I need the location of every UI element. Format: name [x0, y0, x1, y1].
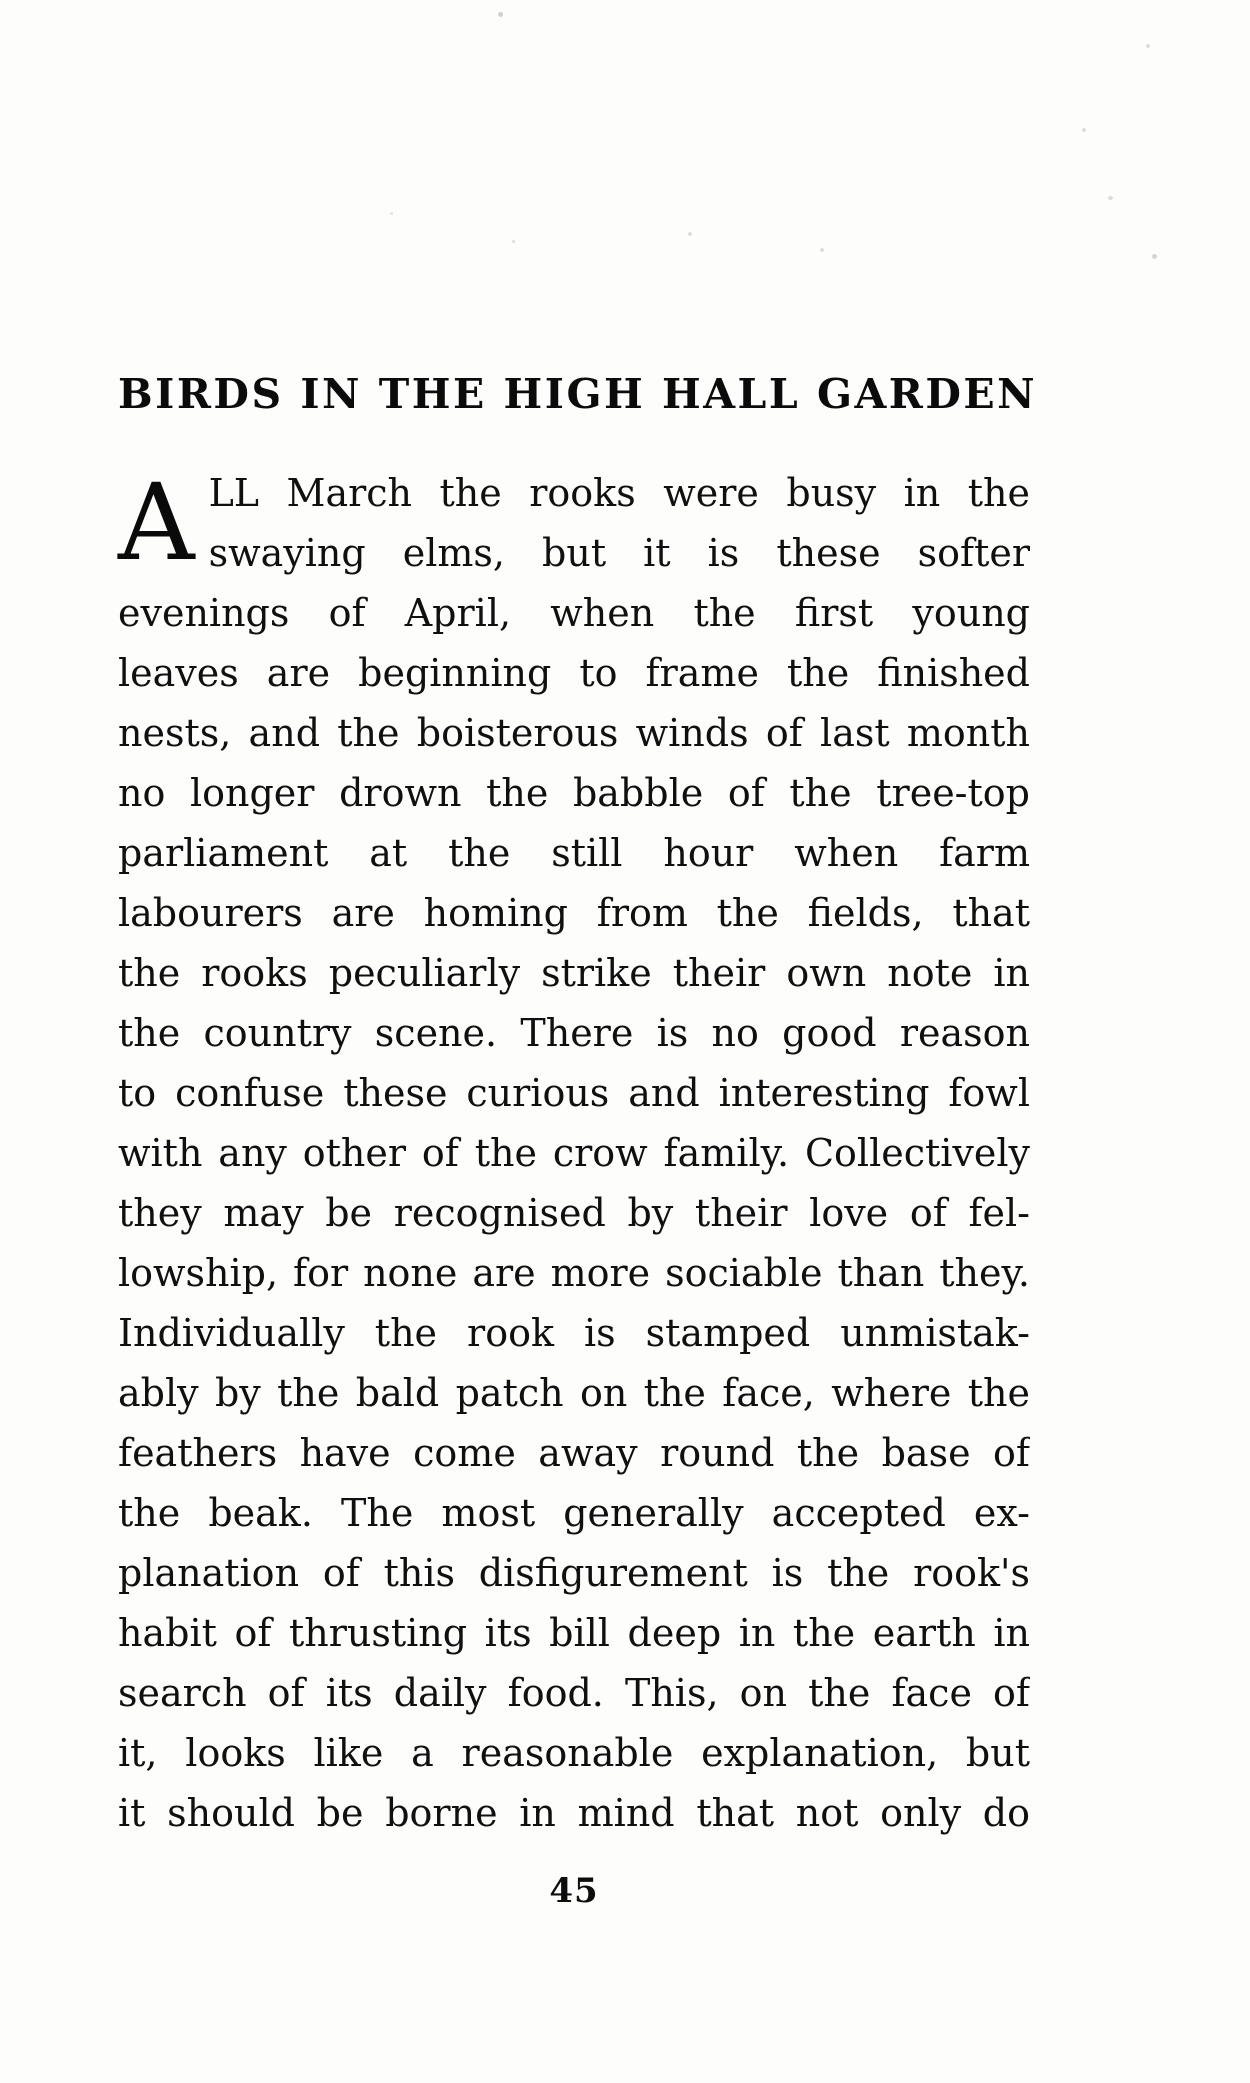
- text-column: [118, 370, 1038, 1912]
- text-line: swaying elms, but it is these softer: [208, 531, 1030, 576]
- text-line: nests, and the boisterous winds of last month: [118, 711, 1030, 756]
- chapter-heading: BIRDS IN THE HIGH HALL GARDEN: [118, 370, 1038, 418]
- scan-artifact: [512, 240, 515, 243]
- text-line: lowship, for none are more sociable than they.: [118, 1251, 1030, 1296]
- text-line: with any other of the crow family. Collectively: [118, 1131, 1030, 1176]
- text-line: LL March the rooks were busy in the: [208, 471, 1030, 516]
- text-line: the country scene. There is no good reason: [118, 1011, 1030, 1056]
- text-line: it should be borne in mind that not only do: [118, 1791, 1030, 1836]
- text-line: no longer drown the babble of the tree-top: [118, 771, 1030, 816]
- text-line: ably by the bald patch on the face, where the: [118, 1371, 1030, 1416]
- text-line: they may be recognised by their love of fel-: [118, 1191, 1030, 1236]
- scan-artifact: [1146, 44, 1150, 48]
- scan-artifact: [498, 12, 503, 17]
- text-line: to confuse these curious and interesting fowl: [118, 1071, 1030, 1116]
- text-line: labourers are homing from the fields, that: [118, 891, 1030, 936]
- drop-cap: A: [118, 461, 195, 585]
- text-line: planation of this disfigurement is the rook's: [118, 1551, 1030, 1596]
- text-line: feathers have come away round the base of: [118, 1431, 1030, 1476]
- text-line: Individually the rook is stamped unmistak-: [118, 1311, 1030, 1356]
- text-line: evenings of April, when the first young: [118, 591, 1030, 636]
- text-line: habit of thrusting its bill deep in the earth in: [118, 1611, 1030, 1656]
- text-line: search of its daily food. This, on the face of: [118, 1671, 1030, 1716]
- text-line: leaves are beginning to frame the finished: [118, 651, 1030, 696]
- text-line: the beak. The most generally accepted ex-: [118, 1491, 1030, 1536]
- text-line: it, looks like a reasonable explanation, but: [118, 1731, 1030, 1776]
- scan-artifact: [1082, 128, 1086, 132]
- scan-artifact: [1108, 196, 1113, 200]
- text-line: the rooks peculiarly strike their own note in: [118, 951, 1030, 996]
- scan-artifact: [688, 232, 692, 236]
- scan-artifact: [1152, 254, 1157, 259]
- page-number: 45: [549, 1871, 599, 1912]
- text-line: parliament at the still hour when farm: [118, 831, 1030, 876]
- body-text: [118, 463, 1030, 1843]
- scan-artifact: [820, 248, 824, 252]
- scan-artifact: [390, 212, 393, 215]
